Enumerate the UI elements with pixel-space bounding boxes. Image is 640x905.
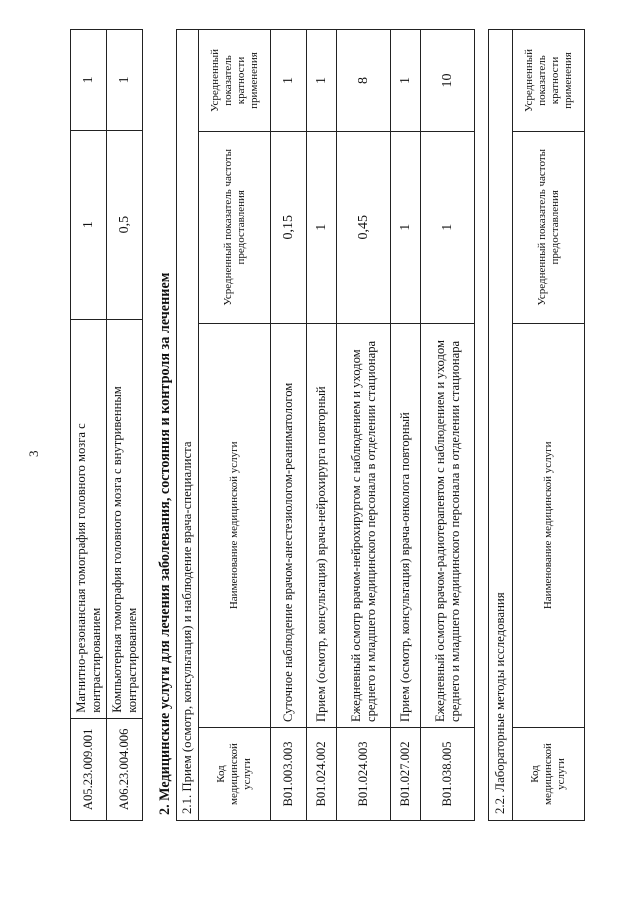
service-name: Прием (осмотр, консультация) врача-онколога повторный [391,323,421,727]
multiplicity-value: 1 [307,30,337,132]
table-row [271,30,307,821]
service-code: B01.003.003 [271,728,307,821]
service-name: Магнитно-резонансная томография головного мозга с контрастированием [71,319,107,718]
header-name: Наименование медицинской услуги [513,323,585,727]
multiplicity-value: 1 [107,30,143,131]
service-code: B01.027.002 [391,728,421,821]
multiplicity-value: 1 [271,30,307,132]
table-row [421,30,475,821]
header-name: Наименование медицинской услуги [199,323,271,727]
header-row [513,30,585,821]
multiplicity-value: 1 [391,30,421,132]
table-2-1 [176,29,475,821]
header-multiplicity: Усредненный показатель кратности применения [199,30,271,132]
service-code: A05.23.009.001 [71,718,107,820]
subsection-title-row [489,30,513,821]
frequency-value: 0,5 [107,130,143,319]
header-code: Код медицинской услуги [513,728,585,821]
frequency-value: 1 [421,131,475,323]
subsection-2-2-title: 2.2. Лабораторные методы исследования [489,30,513,821]
multiplicity-value: 10 [421,30,475,132]
service-code: B01.024.002 [307,728,337,821]
frequency-value: 1 [391,131,421,323]
service-code: B01.038.005 [421,728,475,821]
service-name: Прием (осмотр, консультация) врача-нейрохирурга повторный [307,323,337,727]
service-name: Компьютерная томография головного мозга с внутривенным контрастированием [107,319,143,718]
frequency-value: 0,45 [337,131,391,323]
table-row [307,30,337,821]
subsection-title-row [177,30,199,821]
service-name: Ежедневный осмотр врачом-радиотерапевтом с наблюдением и уходом среднего и младшего медицинского персонала в отделении стационара [421,323,475,727]
header-multiplicity: Усредненный показатель кратности применения [513,30,585,132]
header-frequency: Усредненный показатель частоты предоставления [199,131,271,323]
top-table [70,29,143,821]
section-2-title: 2. Медицинские услуги для лечения заболевания, состояния и контроля за лечением [157,272,173,815]
table-row [337,30,391,821]
page-number: 3 [26,450,41,457]
frequency-value: 0,15 [271,131,307,323]
frequency-value: 1 [71,130,107,319]
table-2-2 [488,29,585,821]
service-name: Суточное наблюдение врачом-анестезиологом-реаниматологом [271,323,307,727]
table-row [391,30,421,821]
service-code: B01.024.003 [337,728,391,821]
table-row [71,30,107,821]
frequency-value: 1 [307,131,337,323]
table-row [107,30,143,821]
subsection-2-1-title: 2.1. Прием (осмотр, консультация) и наблюдение врача-специалиста [177,30,199,821]
service-code: A06.23.004.006 [107,718,143,820]
header-frequency: Усредненный показатель частоты предоставления [513,131,585,323]
multiplicity-value: 8 [337,30,391,132]
header-row [199,30,271,821]
header-code: Код медицинской услуги [199,728,271,821]
service-name: Ежедневный осмотр врачом-нейрохирургом с наблюдением и уходом среднего и младшего медицинского персонала в отделении стационара [337,323,391,727]
multiplicity-value: 1 [71,30,107,131]
